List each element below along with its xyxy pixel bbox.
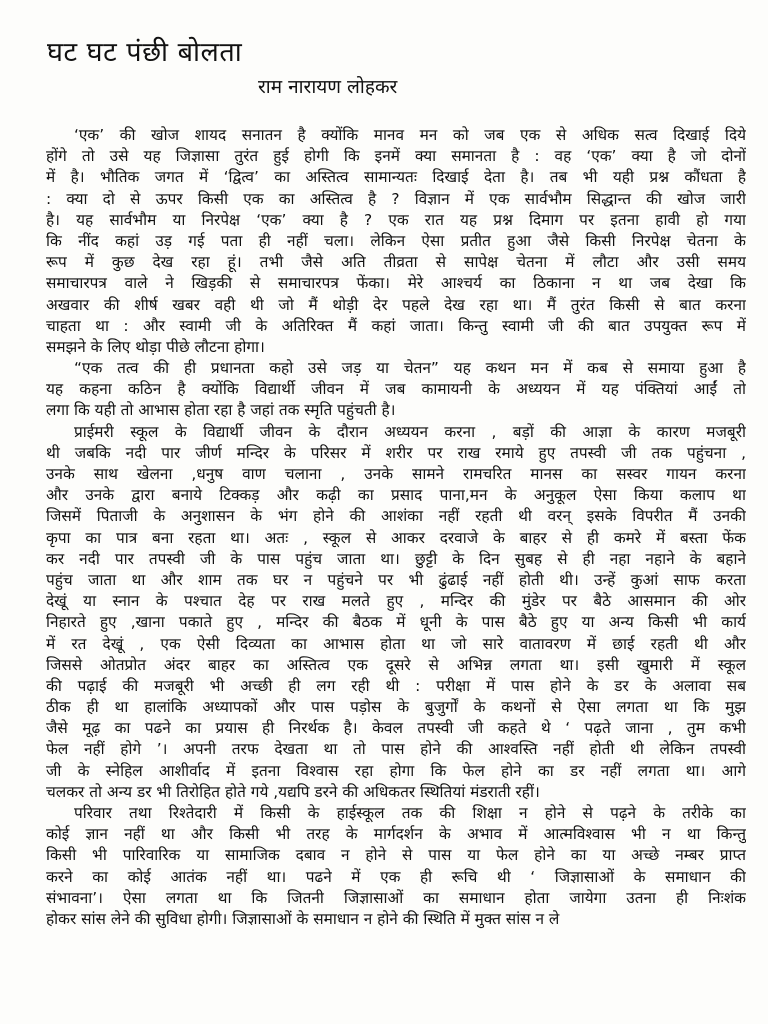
- text-line: होकर सांस लेने की सुविधा होगी। जिज्ञासाओं के समाधान न होने की स्थिति में मुक्त सांस न ले: [46, 909, 560, 928]
- text-line: ठीक ही था हालांकि अध्यापकों और पास पड़ोस के बुजुर्गों के कथनों से ऐसा लगता था कि मुझ: [46, 698, 746, 717]
- text-line: चलकर तो अन्य डर भी तिरोहित होते गये ,यद्यपि डरने की अधिकतर स्थितियां मंडराती रहीं।: [46, 782, 540, 801]
- text-line: है। यह सार्वभौम या निरपेक्ष ‘एक’ क्या है ? एक रात यह प्रश्न दिमाग पर इतना हावी हो गया: [46, 210, 746, 229]
- text-line: रूप में कुछ देख रहा हूं। तभी जैसे अति तीव्रता से सापेक्ष चेतना में लौटा और उसी समय: [46, 253, 746, 272]
- text-line: ‘एक’ की खोज शायद सनातन है क्योंकि मानव मन को जब एक से अधिक सत्व दिखाई दिये: [74, 126, 746, 144]
- text-line: कृपा का पात्र बना रहता था। अतः , स्कूल से आकर दरवाजे के बाहर से ही कमरे में बस्ता फेंक: [46, 528, 746, 547]
- text-line: चाहता था : और स्वामी जी के अतिरिक्त मैं कहां जाता। किन्तु स्वामी जी की बात उपयुक्त रूप में: [46, 316, 746, 335]
- text-line: में है। भौतिक जगत में ‘द्वित्व’ का अस्तित्व सामान्यतः दिखाई देता है। तब भी यही प्रश्न कौंधता है: [46, 168, 746, 187]
- text-line: की पढ़ाई की मजबूरी भी अच्छी ही लग रही थी : परीक्षा में पास होने के डर के अलावा सब: [46, 676, 746, 695]
- paragraph: [46, 125, 746, 358]
- text-line: में रत देखूं , एक ऐसी दिव्यता का आभास होता था जो सारे वातावरण में छाई रहती थी और: [46, 634, 746, 653]
- page-title: घट घट पंछी बोलता: [47, 37, 243, 68]
- text-line: होंगे तो उसे यह जिज्ञासा तुरंत हुई होगी कि इनमें क्या समानता है : वह ‘एक’ क्या है जो दोनों: [46, 147, 746, 166]
- paragraph: [46, 803, 746, 930]
- text-line: जिससे ओतप्रोत अंदर बाहर का अस्तित्व एक दूसरे से अभिन्न लगता था। इसी खुमारी में स्कूल: [46, 655, 746, 674]
- text-line: फेल नहीं होगे ’। अपनी तरफ देखता था तो पास होने की आश्वस्ति नहीं होती थी लेकिन तपस्वी: [46, 740, 746, 759]
- text-line: संभावना’। ऐसा लगता था कि जितनी जिज्ञासाओं का समाधान होता जायेगा उतना ही निःशंक: [46, 888, 746, 907]
- text-line: समाचारपत्र वाले ने खिड़की से समाचारपत्र फेंका। मेरे आश्चर्य का ठिकाना न था जब देखा कि: [46, 274, 746, 293]
- text-line: पहुंच जाता था और शाम तक घर न पहुंचने पर भी ढुंढाई नहीं होती थी। उन्हें कुआं साफ करता: [46, 570, 746, 589]
- text-line: जैसे मूढ़ का पढने का प्रयास ही निरर्थक है। केवल तपस्वी जी कहते थे ‘ पढ़ते जाना , तुम कभी: [46, 719, 746, 738]
- text-line: अखवार की शीर्ष खबर वही थी जो मैं थोड़ी देर पहले देख रहा था। मैं तुरंत किसी से बात करना: [46, 295, 746, 314]
- paragraph: [46, 358, 746, 422]
- text-line: कोई ज्ञान नहीं था और किसी भी तरह के मार्गदर्शन के अभाव में आत्मविश्वास भी न था किन्तु: [46, 825, 746, 844]
- text-line: यह कहना कठिन है क्योंकि विद्यार्थी जीवन में जब कामायनी के अध्ययन में यह पंक्तियां आईं तो: [46, 380, 746, 399]
- text-line: लगा कि यही तो आभास होता रहा है जहां तक स्मृति पहुंचती है।: [46, 401, 396, 420]
- text-line: प्राईमरी स्कूल के विद्यार्थी जीवन के दौरान अध्ययन करना , बड़ों की आज्ञा के कारण मजबूरी: [74, 422, 746, 441]
- text-line: करने का कोई आतंक नहीं था। पढने में एक ही रूचि थी ‘ जिज्ञासाओं के समाधान की: [46, 867, 746, 886]
- text-line: : क्या दो से ऊपर किसी एक का अस्तित्व है ? विज्ञान में एक सार्वभौम सिद्धान्त की खोज जारी: [46, 189, 746, 208]
- text-line: उनके साथ खेलना ,धनुष वाण चलाना , उनके सामने रामचरित मानस का सस्वर गायन करना: [46, 465, 746, 483]
- article-body: [46, 125, 746, 930]
- text-line: परिवार तथा रिश्तेदारी में किसी के हाईस्कूल तक की शिक्षा न होने से पढ़ने के तरीके का: [74, 804, 746, 822]
- text-line: और उनके द्वारा बनाये टिक्कड़ और कढ़ी का प्रसाद पाना,मन के अनुकूल ऐसा किया कलाप था: [46, 486, 746, 505]
- text-line: कर नदी पार तपस्वी जी के पास पहुंच जाता था। छुट्टी के दिन सुबह से ही नहा नहाने के बहाने: [46, 549, 746, 568]
- text-line: “एक तत्व की ही प्रधानता कहो उसे जड़ या चेतन” यह कथन मन में कब से समाया हुआ है: [74, 359, 746, 378]
- text-line: जी के स्नेहिल आशीर्वाद में इतना विश्वास रहा होगा कि फेल होने का डर नहीं लगता था। आगे: [46, 761, 746, 780]
- author-name: राम नारायण लोहकर: [258, 76, 398, 98]
- text-line: किसी भी पारिवारिक या सामाजिक दबाव न होने से पास या फेल होने का या अच्छे नम्बर प्राप्त: [46, 846, 746, 865]
- text-line: थी जबकि नदी पार जीर्ण मन्दिर के परिसर में शरीर पर राख रमाये हुए तपस्वी जी तक पहुंचना ,: [46, 443, 746, 462]
- text-line: जिसमें पिताजी के अनुशासन के भंग होने की आशंका नहीं रहती थी वरन् इसके विपरीत मैं उनकी: [46, 507, 746, 526]
- text-line: कि नींद कहां उड़ गई पता ही नहीं चला। लेकिन ऐसा प्रतीत हुआ जैसे किसी निरपेक्ष चेतना के: [46, 231, 746, 250]
- paragraph: [46, 422, 746, 803]
- text-line: देखूं या स्नान के पश्चात देह पर राख मलते हुए , मन्दिर की मुंडेर पर बैठे आसमान की ओर: [46, 592, 746, 611]
- text-line: निहारते हुए ,खाना पकाते हुए , मन्दिर की बैठक में धूनी के पास बैठे हुए या अन्य किसी भी कार्य: [46, 613, 746, 632]
- text-line: समझने के लिए थोड़ा पीछे लौटना होगा।: [46, 337, 265, 356]
